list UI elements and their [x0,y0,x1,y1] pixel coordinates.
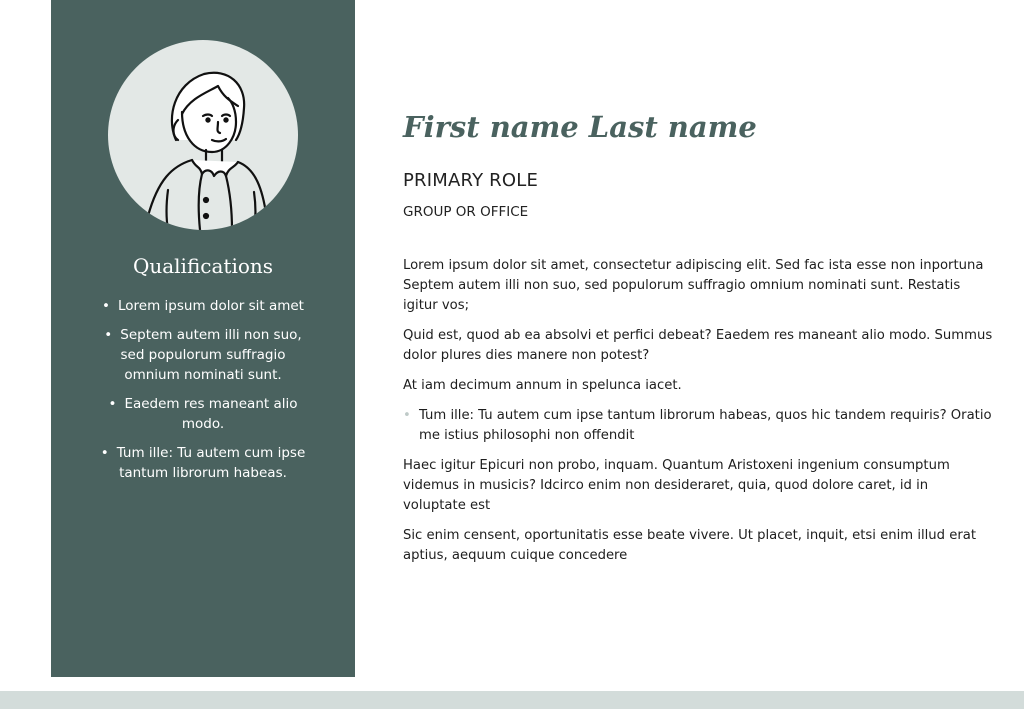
bullet-dot-icon: • [108,396,117,412]
footer-band [0,691,1024,709]
paragraph: Quid est, quod ab ea absolvi et perfici debeat? Eaedem res maneant alio modo. Summus dolor plures dies manere non potest? [403,328,993,363]
bullet-list [403,406,993,446]
body-text [403,256,993,576]
paragraph: At iam decimum annum in spelunca iacet. [403,378,682,393]
bullet-dot-icon: • [104,327,113,343]
sidebar-panel [51,0,355,677]
paragraph: Haec igitur Epicuri non probo, inquam. Quantum Aristoxeni ingenium consumptum videmus in musicis? Idcirco enim non desideraret, quia, quod dolore caret, id in voluptate est [403,458,950,513]
qualifications-title: Qualifications [132,254,274,278]
primary-role: PRIMARY ROLE [403,170,539,191]
list-item: • Tum ille: Tu autem cum ipse tantum librorum habeas. [100,445,306,481]
qualifications-list [91,296,315,492]
paragraph: Sic enim censent, oportunitatis esse beate vivere. Ut placet, inquit, etsi enim illud erat aptius, aequum cuique concedere [403,528,977,563]
bullet-dot-icon: • [102,298,110,314]
list-item: • Septem autem illi non suo, sed populorum suffragio omnium nominati sunt. [104,327,302,383]
avatar [108,40,298,230]
list-item: • Eaedem res maneant alio modo. [108,396,298,432]
list-item: • Tum ille: Tu autem cum ipse tantum librorum habeas, quos hic tandem requiris? Oratio me istius philosophi non offendit [403,408,992,443]
list-item: • Lorem ipsum dolor sit amet [102,298,304,314]
bullet-dot-icon: • [100,445,109,461]
woman-portrait-icon [108,40,298,230]
person-name: First name Last name [403,110,757,144]
paragraph: Lorem ipsum dolor sit amet, consectetur adipiscing elit. Sed fac ista esse non inportuna Septem autem illi non suo, sed populorum suffragio omnium nominati sunt. Restatis igitur vos; [403,258,984,313]
group-or-office: GROUP OR OFFICE [403,204,529,220]
bullet-dot-icon: • [403,408,411,423]
